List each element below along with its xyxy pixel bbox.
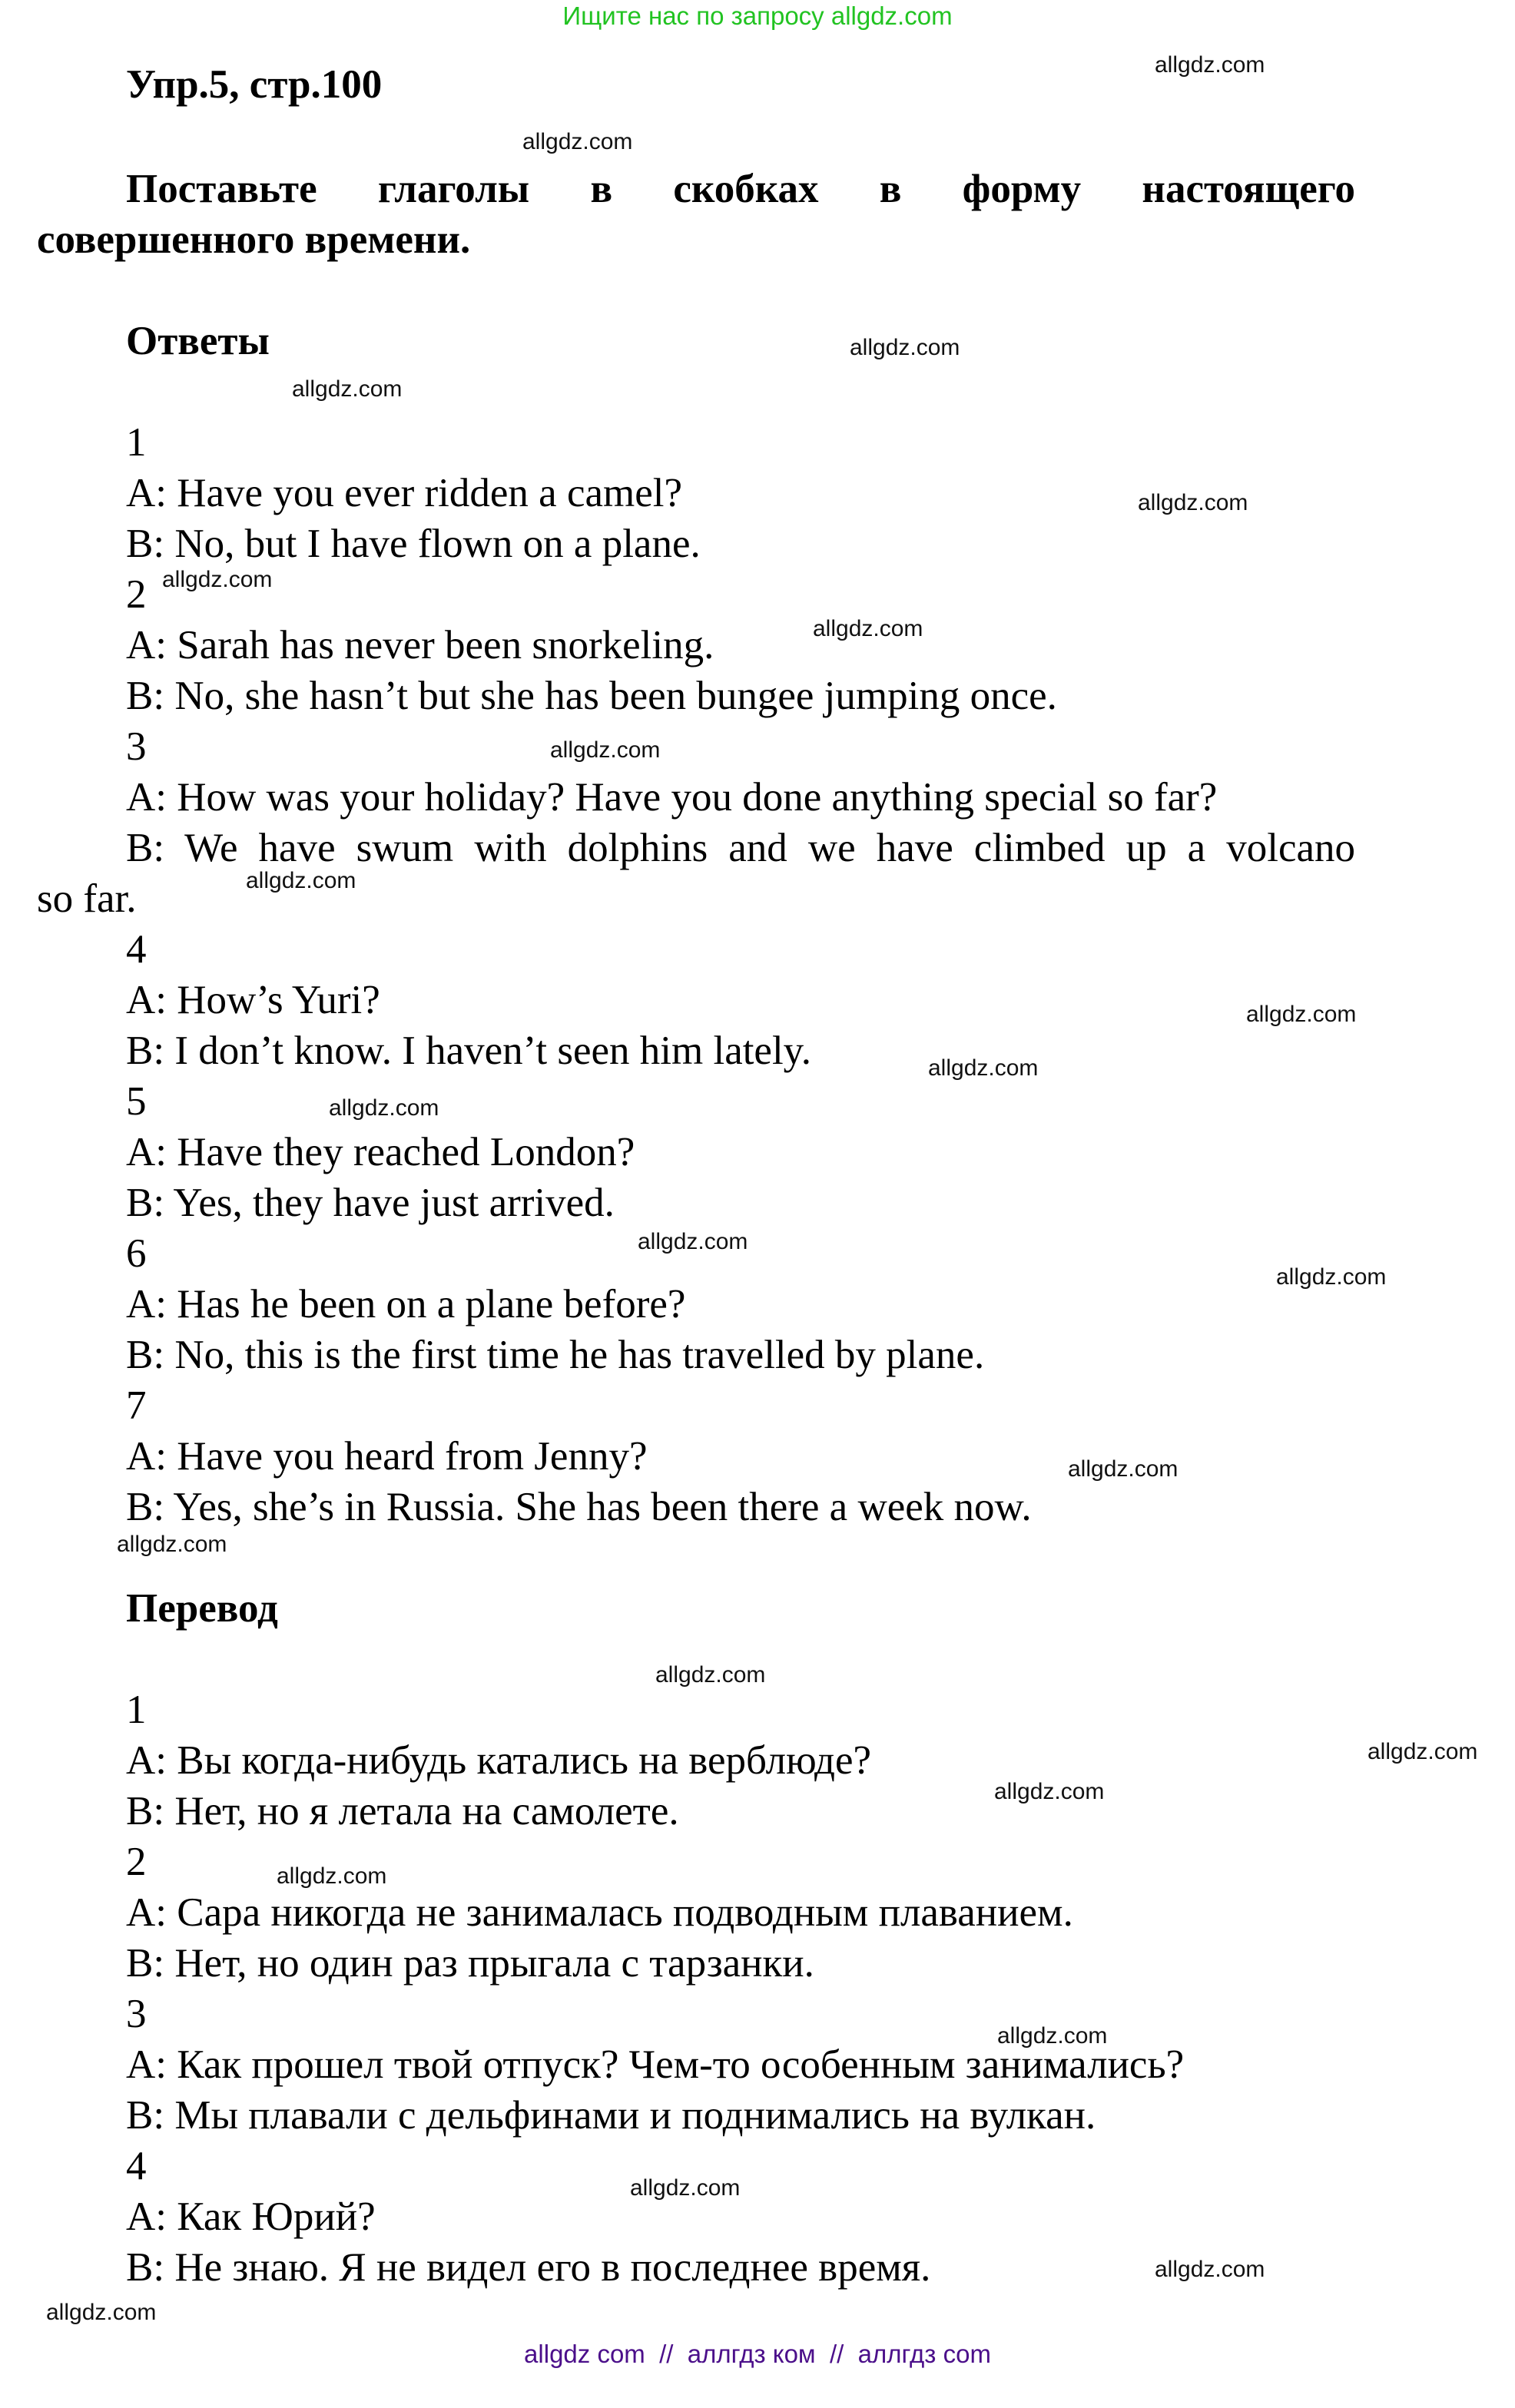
watermark: allgdz.com (1155, 2257, 1265, 2282)
answer-line-b: B: No, she hasn’t but she has been bungee jumping once. (126, 674, 1057, 718)
watermark: allgdz.com (522, 129, 633, 154)
answer-line-b: B: Yes, they have just arrived. (126, 1181, 615, 1225)
watermark: allgdz.com (1367, 1739, 1478, 1764)
watermark: allgdz.com (46, 2300, 157, 2325)
search-banner[interactable]: Ищите нас по запросу allgdz.com (562, 2, 953, 30)
answer-line-b: B: No, this is the first time he has travelled by plane. (126, 1333, 985, 1377)
watermark: allgdz.com (117, 1532, 227, 1557)
translation-number: 1 (126, 1688, 147, 1732)
answers-heading: Ответы (126, 319, 270, 363)
answer-line-a: A: How was your holiday? Have you done anything special so far? (126, 775, 1218, 820)
answer-line-b: B: No, but I have flown on a plane. (126, 522, 701, 566)
answer-line-a: A: Sarah has never been snorkeling. (126, 623, 714, 667)
translation-line-b: B: Нет, но один раз прыгала с тарзанки. (126, 1941, 814, 1986)
watermark: allgdz.com (928, 1055, 1039, 1081)
watermark: allgdz.com (162, 567, 273, 592)
answer-line-a: A: Has he been on a plane before? (126, 1282, 686, 1327)
translation-line-a: A: Вы когда-нибудь катались на верблюде? (126, 1738, 872, 1783)
translation-line-b: B: Нет, но я летала на самолете. (126, 1789, 679, 1833)
answer-line-b: B: We have swum with dolphins and we have climbed up a volcano (126, 826, 1355, 870)
answer-number: 5 (126, 1079, 147, 1124)
watermark: allgdz.com (813, 616, 923, 641)
answer-number: 7 (126, 1383, 147, 1428)
watermark: allgdz.com (329, 1095, 439, 1121)
answer-line-a: A: Have they reached London? (126, 1130, 635, 1174)
translation-number: 2 (126, 1840, 147, 1884)
answer-number: 4 (126, 927, 147, 972)
answer-line-a: A: How’s Yuri? (126, 978, 380, 1022)
exercise-title: Упр.5, стр.100 (126, 62, 383, 107)
watermark: allgdz.com (550, 737, 661, 763)
watermark: allgdz.com (1138, 490, 1248, 515)
answer-line-b-cont: so far. (37, 876, 137, 921)
answer-number: 1 (126, 420, 147, 465)
answer-number: 3 (126, 724, 147, 769)
watermark: allgdz.com (292, 376, 403, 402)
watermark: allgdz.com (638, 1229, 748, 1254)
translation-number: 4 (126, 2144, 147, 2188)
watermark: allgdz.com (655, 1662, 766, 1688)
instruction-line-2: совершенного времени. (37, 217, 471, 262)
translation-line-b: B: Мы плавали с дельфинами и поднимались на вулкан. (126, 2093, 1096, 2138)
watermark: allgdz.com (1276, 1264, 1387, 1290)
watermark: allgdz.com (994, 1779, 1105, 1804)
answer-line-a: A: Have you heard from Jenny? (126, 1434, 648, 1479)
translation-heading: Перевод (126, 1586, 278, 1631)
watermark: allgdz.com (1155, 52, 1265, 78)
translation-line-a: A: Сара никогда не занималась подводным плаванием. (126, 1890, 1073, 1935)
translation-line-a: A: Как прошел твой отпуск? Чем-то особенным занимались? (126, 2042, 1185, 2087)
translation-line-a: A: Как Юрий? (126, 2194, 376, 2239)
answer-line-b: B: I don’t know. I haven’t seen him lately. (126, 1028, 811, 1073)
footer-links[interactable]: allgdz com // аллгдз ком // аллгдз com (524, 2340, 991, 2368)
watermark: allgdz.com (630, 2175, 741, 2201)
answer-line-b: B: Yes, she’s in Russia. She has been there a week now. (126, 1485, 1032, 1529)
watermark: allgdz.com (277, 1863, 387, 1889)
watermark: allgdz.com (1068, 1456, 1179, 1482)
answer-number: 6 (126, 1231, 147, 1276)
translation-number: 3 (126, 1992, 147, 2036)
watermark: allgdz.com (850, 335, 960, 360)
translation-line-b: B: Не знаю. Я не видел его в последнее время. (126, 2245, 931, 2290)
watermark: allgdz.com (1246, 1002, 1357, 1027)
instruction-line-1: Поставьте глаголы в скобках в форму настоящего (126, 167, 1355, 211)
watermark: allgdz.com (997, 2023, 1108, 2049)
answer-line-a: A: Have you ever ridden a camel? (126, 471, 682, 515)
watermark: allgdz.com (246, 868, 356, 893)
answer-number: 2 (126, 572, 147, 617)
